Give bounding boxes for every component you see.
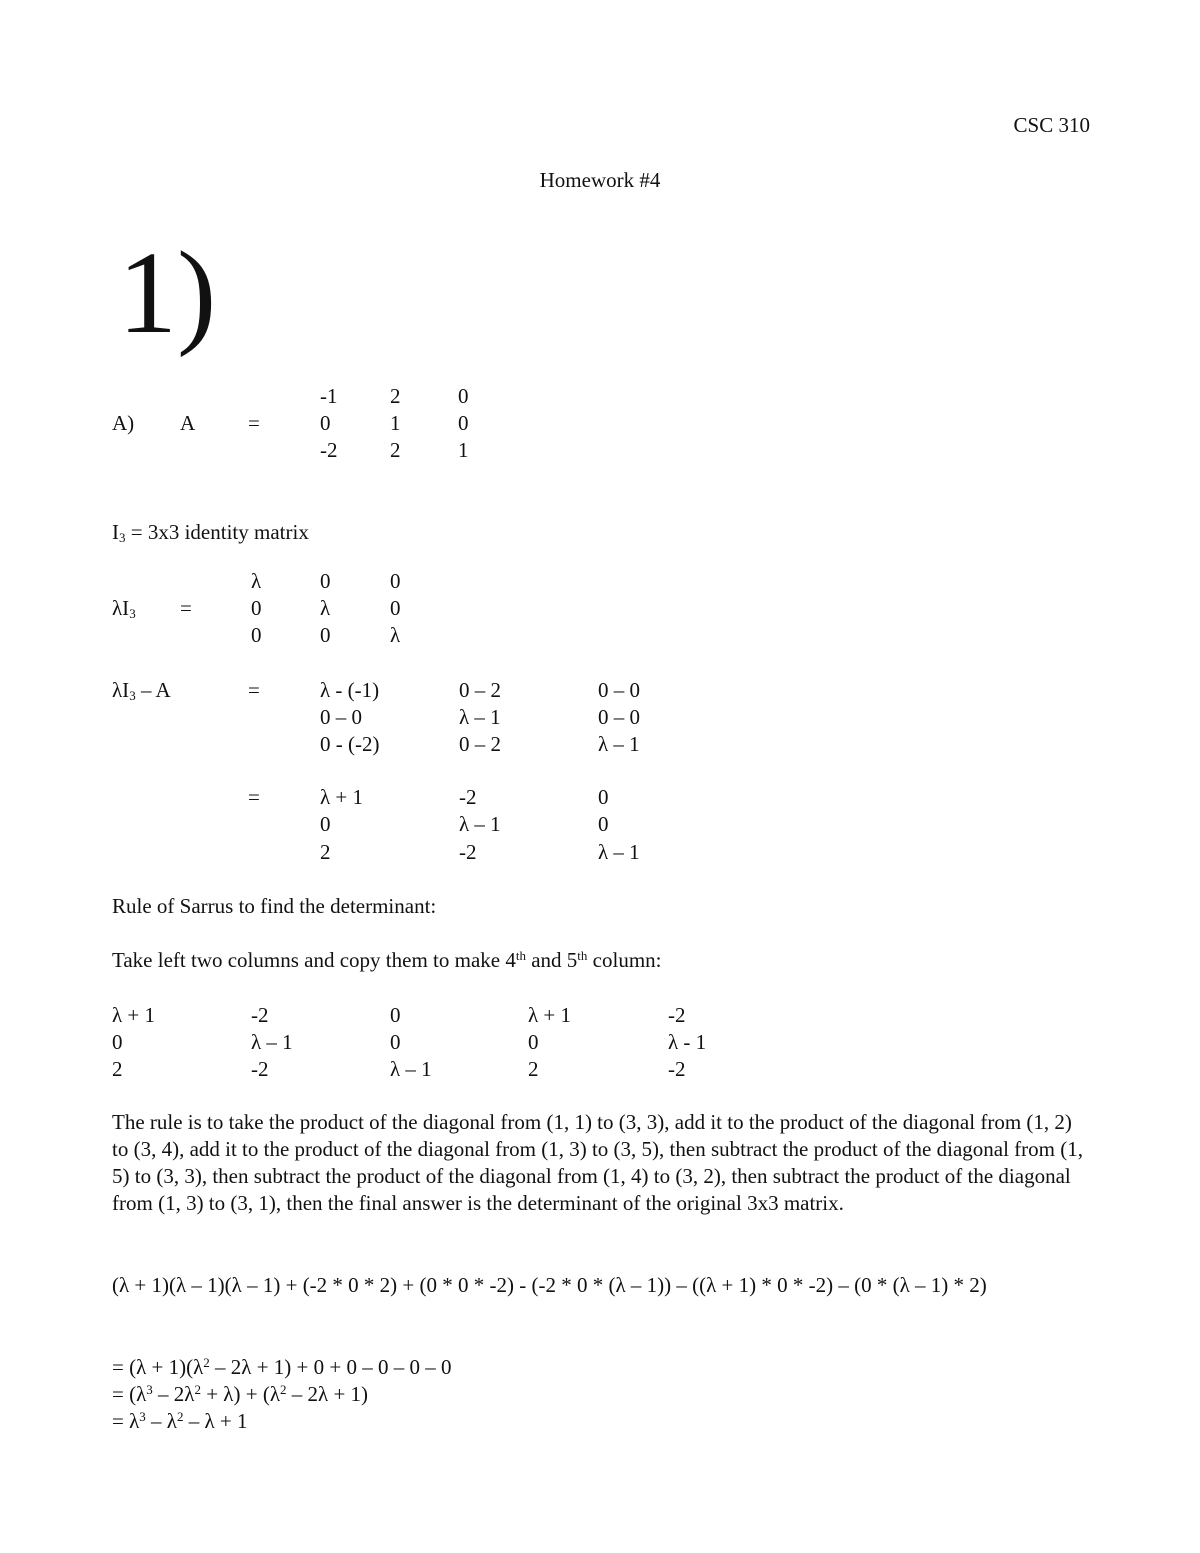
matrix-a-name: A [180,411,196,435]
matrix-cell: 0 [390,1030,401,1054]
matrix-cell: λ + 1 [112,1003,156,1027]
matrix-cell: 0 – 0 [598,705,640,729]
part-a-label: A) [112,411,135,435]
matrix-cell: λ - (-1) [320,678,380,702]
identity-definition: $I_3 = 3x3$ identity matrix [112,520,309,545]
sarrus-heading: Rule of Sarrus to find the determinant: [112,894,437,918]
matrix-cell: -2 [251,1003,269,1027]
matrix-cell: λ – 1 [459,705,501,729]
matrix-cell: λ - 1 [668,1030,707,1054]
equals-sign: = [248,785,260,809]
matrix-cell: 0 [458,411,469,435]
matrix-cell: λ + 1 [320,785,364,809]
matrix-cell: -2 [320,438,338,462]
sarrus-rule-paragraph: The rule is to take the product of the diagonal from (1, 1) to (3, 3), add it to the product of the diagonal from (1, 2) to (3, 4), add it to the product of the diagonal from (1, 3) to (3, 5), then subtract the product of the diagonal from (1, 5) to (3, 3), then subtract the product of the diagonal from (1, 4) to (3, 2), then subtract the product of the diagonal from (1, 3) to (3, 1), then the final answer is the determinant of the original 3x3 matrix. [112,1110,1083,1215]
matrix-cell: 0 [251,623,262,647]
matrix-cell: 0 [390,569,401,593]
sarrus-instruction: Take left two columns and copy them to make 4th and 5th column: [112,948,662,972]
matrix-cell: 0 [598,785,609,809]
matrix-cell: 1 [390,411,401,435]
expansion-step-2: = $(\lambda^3 - 2\lambda^2 + \lambda) + (\lambda^2 - 2\lambda + 1)$ [112,1382,369,1406]
matrix-cell: λ [320,596,331,620]
equals-sign: = [248,678,260,702]
matrix-cell: -2 [668,1003,686,1027]
matrix-cell: λ [251,569,262,593]
lambda-i-label: $\lambda I_3$ [112,596,136,621]
matrix-cell: 0 [390,1003,401,1027]
equals-sign: = [180,596,192,620]
determinant-expression: (λ + 1)(λ – 1)(λ – 1) + (-2 * 0 * 2) + (0 * 0 * -2) - (-2 * 0 * (λ – 1)) – ((λ + 1) * 0 * -2) – (0 * (λ – 1) * 2) [112,1273,987,1297]
matrix-cell: 0 [320,411,331,435]
matrix-cell: 0 – 2 [459,732,501,756]
matrix-cell: 0 – 0 [598,678,640,702]
matrix-cell: 0 [320,569,331,593]
matrix-cell: 0 – 0 [320,705,362,729]
matrix-cell: 0 [390,596,401,620]
matrix-cell: 2 [390,438,401,462]
matrix-cell: 0 [528,1030,539,1054]
matrix-cell: -2 [459,840,477,864]
matrix-cell: λ – 1 [598,840,640,864]
matrix-cell: λ + 1 [528,1003,572,1027]
matrix-cell: 0 [458,384,469,408]
matrix-cell: -1 [320,384,338,408]
matrix-cell: λ – 1 [459,812,501,836]
course-code: CSC 310 [1013,113,1090,137]
matrix-cell: 0 [598,812,609,836]
matrix-cell: 0 - (-2) [320,732,380,756]
matrix-cell: λ – 1 [251,1030,293,1054]
matrix-cell: 2 [320,840,331,864]
matrix-cell: λ – 1 [390,1057,432,1081]
matrix-cell: 0 [251,596,262,620]
matrix-cell: 2 [112,1057,123,1081]
matrix-cell: 2 [390,384,401,408]
lambda-i-minus-a-label: $\lambda I_3$ – A [112,678,171,703]
expansion-step-3: = $\lambda^3 - \lambda^2 - \lambda + 1$ [112,1409,248,1433]
matrix-cell: -2 [459,785,477,809]
matrix-cell: 0 [320,623,331,647]
homework-title: Homework #4 [539,168,661,192]
matrix-cell: 0 – 2 [459,678,501,702]
equals-sign: = [248,411,260,435]
matrix-cell: λ [390,623,401,647]
matrix-cell: -2 [668,1057,686,1081]
matrix-cell: λ – 1 [598,732,640,756]
matrix-cell: 0 [320,812,331,836]
matrix-cell: 2 [528,1057,539,1081]
question-number: 1) [118,227,217,358]
matrix-cell: 1 [458,438,469,462]
matrix-cell: -2 [251,1057,269,1081]
matrix-cell: 0 [112,1030,123,1054]
expansion-step-1: = $(\lambda + 1)(\lambda^2 - 2\lambda + 1) + 0 + 0 - 0 - 0 - 0$ [112,1355,452,1379]
